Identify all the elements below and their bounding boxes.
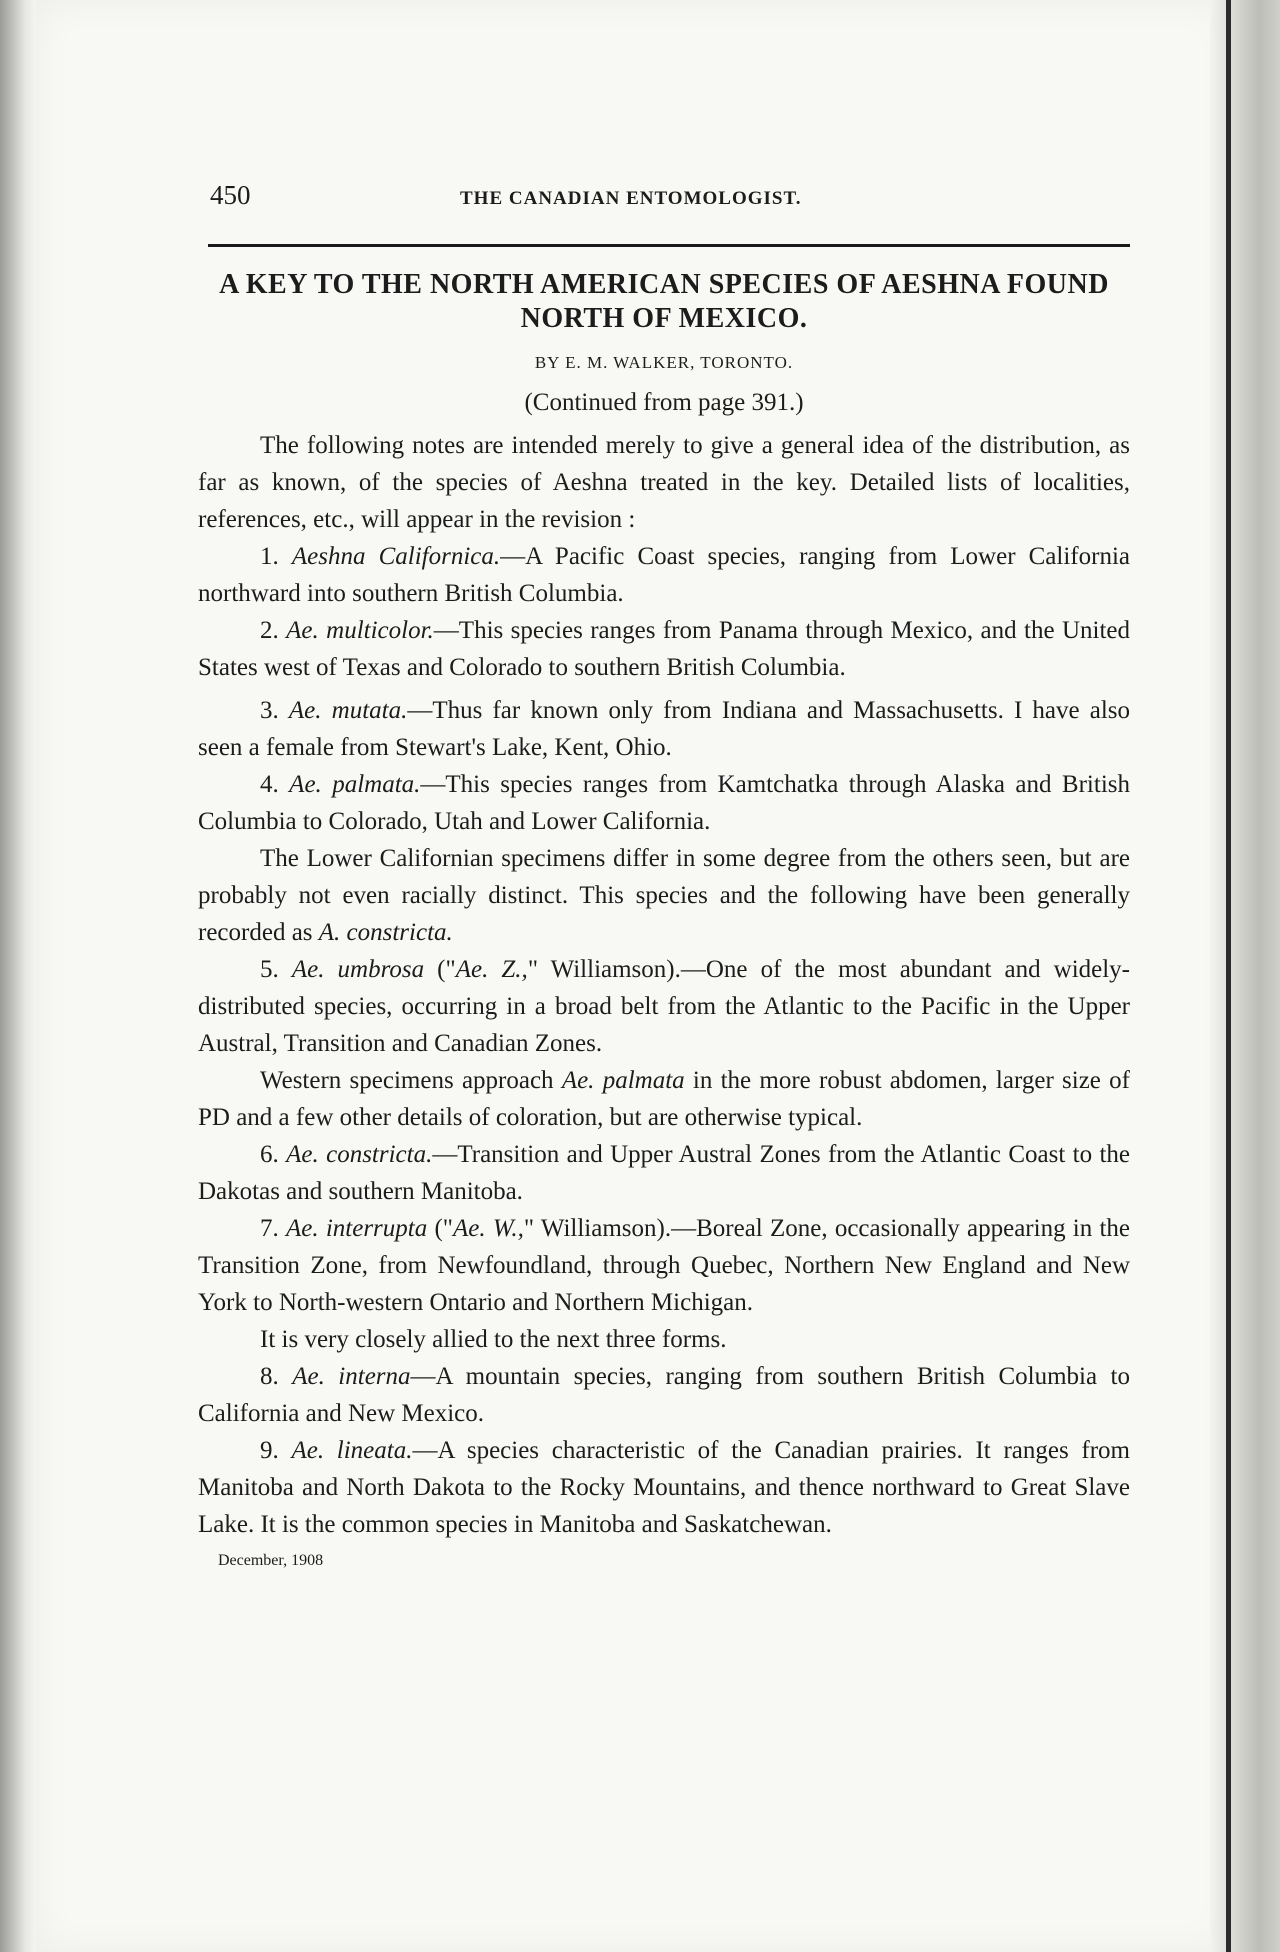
- running-head: THE CANADIAN ENTOMOLOGIST.: [460, 188, 802, 209]
- issue-date-footer: December, 1908: [218, 1552, 324, 1569]
- species-entry-8: 8. Ae. interna—A mountain species, ranging from southern British Columbia to California and New Mexico.: [198, 1363, 1130, 1427]
- species-entry-4: 4. Ae. palmata.—This species ranges from Kamtchatka through Alaska and British Columbia to Colorado, Utah and Lower California.: [198, 771, 1130, 835]
- species-entry-3: 3. Ae. mutata.—Thus far known only from Indiana and Massachusetts. I have also seen a female from Stewart's Lake, Kent, Ohio.: [198, 697, 1130, 761]
- note-paragraph-4: The Lower Californian specimens differ in some degree from the others seen, but are probably not even racially distinct. This species and the following have been generally recorded as A. constricta.: [198, 845, 1130, 946]
- species-entry-2: 2. Ae. multicolor.—This species ranges from Panama through Mexico, and the United States west of Texas and Colorado to southern British Columbia.: [198, 617, 1130, 681]
- page-header: [210, 180, 1130, 230]
- note-paragraph-7: It is very closely allied to the next three forms.: [260, 1326, 727, 1353]
- species-entry-1: 1. Aeshna Californica.—A Pacific Coast species, ranging from Lower California northward into southern British Columbia.: [198, 543, 1130, 607]
- species-entry-6: 6. Ae. constricta.—Transition and Upper Austral Zones from the Atlantic Coast to the Dakotas and southern Manitoba.: [198, 1141, 1131, 1205]
- scan-right-edge: [1210, 0, 1280, 1952]
- species-entry-5: 5. Ae. umbrosa ("Ae. Z.," Williamson).—One of the most abundant and widely-distributed species, occurring in a broad belt from the Atlantic to the Pacific in the Upper Austral, Transition and Canadian Zones.: [198, 956, 1131, 1057]
- binding-shadow: [1226, 0, 1231, 1952]
- species-entry-7: 7. Ae. interrupta ("Ae. W.," Williamson).—Boreal Zone, occasionally appearing in the Transition Zone, from Newfoundland, through Quebec, Northern New England and New York to North-western Ontario and Northern Michigan.: [198, 1215, 1131, 1316]
- header-rule: [208, 244, 1130, 247]
- page-number: 450: [210, 180, 251, 210]
- species-entry-9: 9. Ae. lineata.—A species characteristic of the Canadian prairies. It ranges from Manitoba and North Dakota to the Rocky Mountains, and thence northward to Great Slave Lake. It is the common species in Manitoba and Saskatchewan.: [198, 1437, 1130, 1538]
- note-paragraph-5: Western specimens approach Ae. palmata in the more robust abdomen, larger size of PD and a few other details of coloration, but are otherwise typical.: [198, 1067, 1130, 1131]
- intro-paragraph: The following notes are intended merely to give a general idea of the distribution, as far as known, of the species of Aeshna treated in the key. Detailed lists of localities, references, etc., will appear in the revision :: [198, 432, 1130, 533]
- article-byline: BY E. M. WALKER, TORONTO.: [534, 353, 794, 372]
- article-body: [198, 268, 1130, 1573]
- scan-left-edge: [0, 0, 36, 1952]
- article-title: A KEY TO THE NORTH AMERICAN SPECIES OF AESHNA FOUND NORTH OF MEXICO.: [219, 269, 1109, 334]
- continued-note: (Continued from page 391.): [524, 389, 804, 416]
